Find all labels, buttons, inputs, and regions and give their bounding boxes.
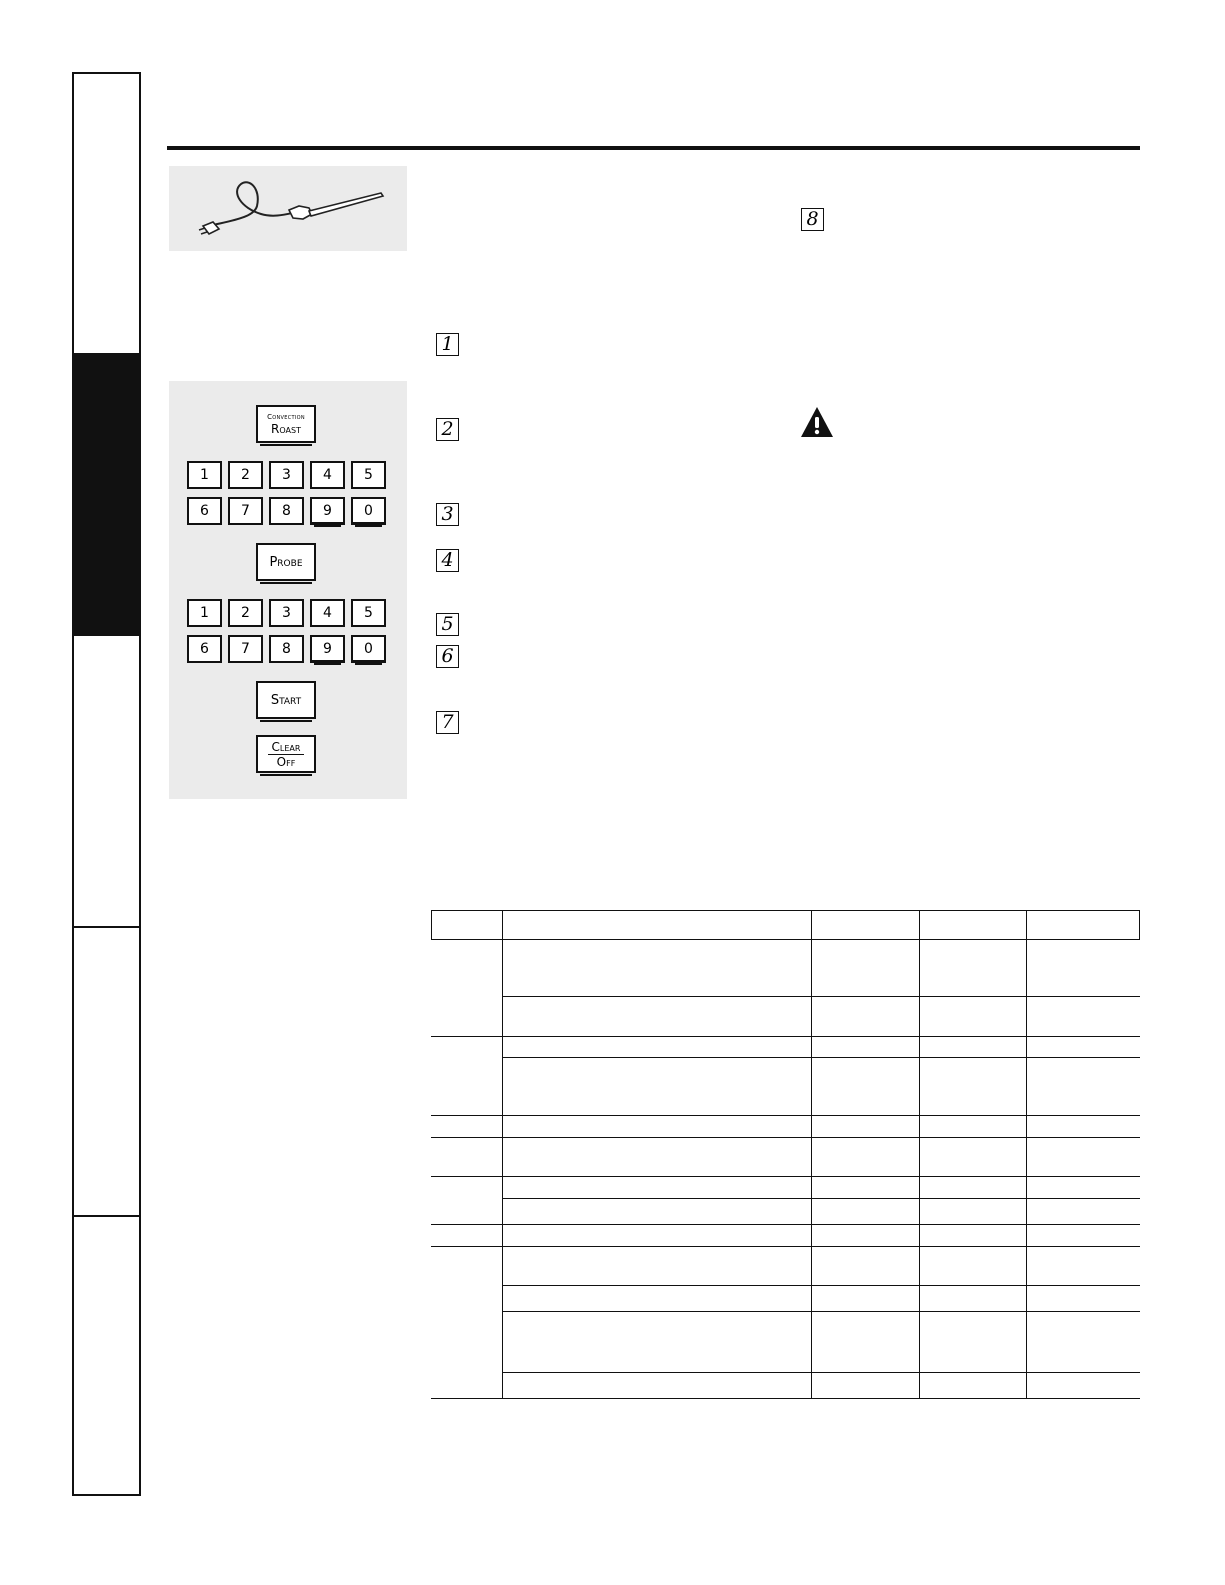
section-tab-strip bbox=[72, 72, 141, 1496]
number-key[interactable]: 8 bbox=[269, 635, 304, 663]
number-key[interactable]: 5 bbox=[351, 461, 386, 489]
number-key[interactable]: 3 bbox=[269, 599, 304, 627]
table-rule bbox=[431, 1224, 1140, 1225]
table-rule bbox=[431, 1246, 1140, 1247]
table-rule bbox=[431, 1176, 1140, 1177]
table-rule bbox=[431, 1036, 1140, 1037]
table-rule bbox=[502, 910, 503, 1398]
table-rule bbox=[431, 1398, 1140, 1399]
number-key[interactable]: 2 bbox=[228, 599, 263, 627]
tab-divider bbox=[74, 926, 139, 928]
step-number: 6 bbox=[436, 645, 459, 668]
table-rule bbox=[502, 1057, 1140, 1058]
number-key[interactable]: 8 bbox=[269, 497, 304, 525]
step-number: 2 bbox=[436, 418, 459, 441]
header-rule bbox=[167, 146, 1140, 150]
active-section-tab bbox=[74, 353, 139, 634]
table-rule bbox=[502, 1372, 1140, 1373]
table-rule bbox=[431, 1137, 1140, 1138]
table-rule bbox=[502, 1285, 1140, 1286]
clear-off-key[interactable] bbox=[256, 735, 316, 773]
step-number: 7 bbox=[436, 711, 459, 734]
step-number: 5 bbox=[436, 613, 459, 636]
table-rule bbox=[431, 910, 1140, 911]
table-rule bbox=[431, 910, 432, 939]
number-key[interactable]: 0 bbox=[351, 635, 386, 663]
table-rule bbox=[431, 939, 1140, 940]
table-rule bbox=[502, 1311, 1140, 1312]
tab-divider bbox=[74, 353, 139, 355]
roast-label: Roast bbox=[271, 421, 301, 436]
convection-label: Convection bbox=[267, 412, 305, 421]
tab-divider bbox=[74, 634, 139, 636]
number-key[interactable]: 2 bbox=[228, 461, 263, 489]
number-key[interactable]: 6 bbox=[187, 635, 222, 663]
warning-triangle-icon bbox=[800, 406, 834, 438]
table-rule bbox=[919, 910, 920, 1398]
convection-roast-key[interactable] bbox=[256, 405, 316, 443]
table-rule bbox=[502, 1198, 1140, 1199]
number-key[interactable]: 9 bbox=[310, 497, 345, 525]
table-rule bbox=[502, 996, 1140, 997]
table-rule bbox=[431, 1115, 1140, 1116]
probe-key[interactable] bbox=[256, 543, 316, 581]
table-rule bbox=[1026, 910, 1027, 1398]
number-key[interactable]: 4 bbox=[310, 599, 345, 627]
number-key[interactable]: 1 bbox=[187, 599, 222, 627]
clear-label: Clear bbox=[271, 739, 301, 754]
number-key[interactable]: 3 bbox=[269, 461, 304, 489]
probe-illustration-panel bbox=[169, 166, 407, 251]
step-number: 1 bbox=[436, 333, 459, 356]
step-number: 3 bbox=[436, 503, 459, 526]
start-key[interactable] bbox=[256, 681, 316, 719]
number-key[interactable]: 4 bbox=[310, 461, 345, 489]
step-number: 8 bbox=[801, 208, 824, 231]
number-key[interactable]: 5 bbox=[351, 599, 386, 627]
number-key[interactable]: 0 bbox=[351, 497, 386, 525]
table-rule bbox=[811, 910, 812, 1398]
number-key[interactable]: 7 bbox=[228, 635, 263, 663]
number-key[interactable]: 1 bbox=[187, 461, 222, 489]
meat-probe-illustration bbox=[169, 166, 407, 251]
start-label: Start bbox=[270, 692, 302, 708]
off-label: Off bbox=[276, 754, 296, 769]
tab-divider bbox=[74, 1215, 139, 1217]
step-number: 4 bbox=[436, 549, 459, 572]
number-key[interactable]: 7 bbox=[228, 497, 263, 525]
number-key[interactable]: 6 bbox=[187, 497, 222, 525]
number-key[interactable]: 9 bbox=[310, 635, 345, 663]
table-rule bbox=[1139, 910, 1140, 939]
probe-label: Probe bbox=[269, 554, 303, 570]
